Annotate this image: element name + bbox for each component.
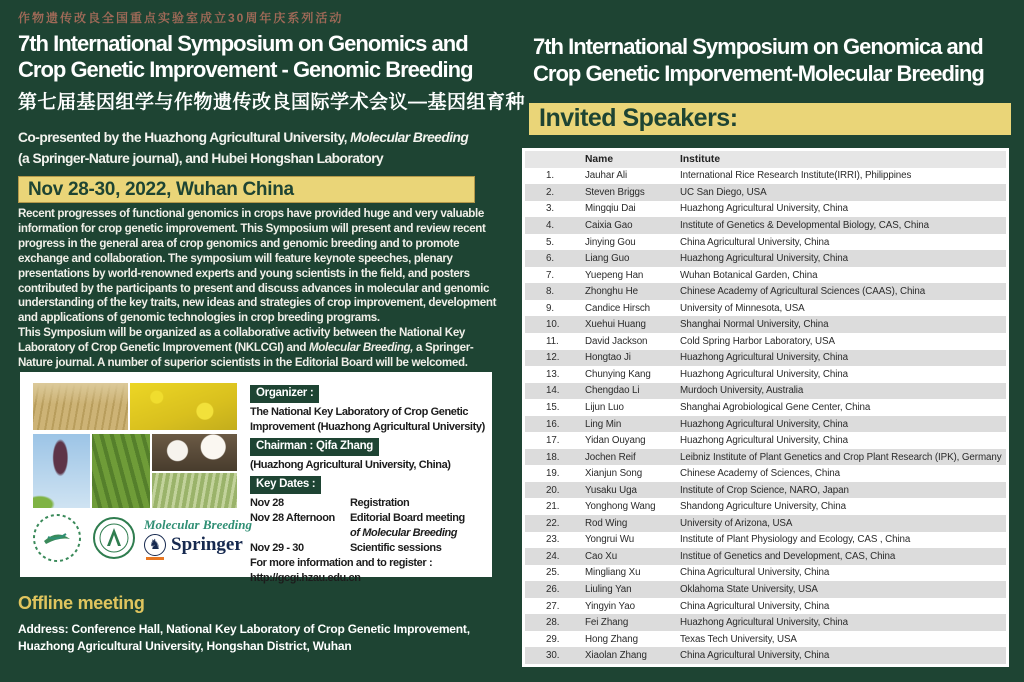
springer-logo <box>144 534 243 556</box>
speaker-name: Caixia Gao <box>585 219 633 231</box>
speaker-row <box>525 333 1006 350</box>
green-crop-photo <box>92 434 150 508</box>
chairman-affiliation: (Huazhong Agricultural University, China) <box>250 459 451 471</box>
key-dates-list <box>250 496 490 556</box>
speaker-number: 23. <box>546 534 560 546</box>
speaker-name: Fei Zhang <box>585 617 629 629</box>
speaker-row <box>525 300 1006 317</box>
speaker-row <box>525 465 1006 482</box>
speaker-row <box>525 532 1006 549</box>
speaker-name: Hong Zhang <box>585 633 638 645</box>
speaker-number: 7. <box>546 269 554 281</box>
meeting-address <box>18 621 470 655</box>
speaker-number: 1. <box>546 170 554 182</box>
speaker-institute: Institue of Genetics and Development, CAS, China <box>680 550 896 562</box>
intro-paragraph-2 <box>18 326 500 371</box>
address-line1: Address: Conference Hall, National Key Laboratory of Crop Genetic Improvement, <box>18 622 470 636</box>
speaker-number: 15. <box>546 401 560 413</box>
speaker-number: 20. <box>546 484 560 496</box>
speaker-row <box>525 383 1006 400</box>
speaker-number: 5. <box>546 236 554 248</box>
speaker-name: Yidan Ouyang <box>585 435 646 447</box>
key-date-event-line1: Scientific sessions <box>350 542 442 554</box>
speaker-number: 4. <box>546 219 554 231</box>
speaker-institute: Chinese Academy of Agricultural Sciences (CAAS), China <box>680 286 926 298</box>
speaker-name: Candice Hirsch <box>585 302 651 314</box>
offline-meeting-heading: Offline meeting <box>18 593 145 613</box>
date-location-banner: Nov 28-30, 2022, Wuhan China <box>18 176 475 203</box>
speaker-row <box>525 449 1006 466</box>
speaker-institute: China Agricultural University, China <box>680 236 830 248</box>
organizer-column <box>250 382 490 586</box>
speaker-row <box>525 581 1006 598</box>
organizer-line2: Improvement (Huazhong Agricultural University) <box>250 421 485 433</box>
key-date: Nov 28 Afternoon <box>250 512 335 524</box>
speaker-row <box>525 548 1006 565</box>
speaker-number: 19. <box>546 468 560 480</box>
right-page-title <box>533 33 984 87</box>
speaker-institute: China Agricultural University, China <box>680 600 830 612</box>
speaker-institute: Huazhong Agricultural University, China <box>680 418 848 430</box>
speaker-row <box>525 399 1006 416</box>
hzau-university-logo-icon <box>92 516 136 560</box>
speaker-row <box>525 631 1006 648</box>
speaker-number: 8. <box>546 286 554 298</box>
speaker-name: Hongtao Ji <box>585 352 631 364</box>
speaker-institute: Huazhong Agricultural University, China <box>680 352 848 364</box>
springer-horse-icon: ♞ <box>144 534 166 556</box>
key-date: Nov 28 <box>250 497 284 509</box>
speaker-institute: Shanghai Agrobiological Gene Center, China <box>680 401 871 413</box>
intro-paragraph-1: Recent progresses of functional genomics in crops have provided huge and very valuable information for crop genetic improvement. This Symposium will present and review recent progress in the general area of crop genomics and genomic breeding and to promote exchange and collaboration. The symposium will feature keynote speeches, plenary presentations by world-renowned experts and young scientists in the field, and posters contributed by the participants to present and discuss advances in molecular and genomic understanding of the key traits, new ideas and strategies of crop improvement, development and applications of genomic technologies in crop breeding programs. <box>18 207 497 325</box>
organizer-label: Organizer : <box>250 385 319 403</box>
right-title-line2: Crop Genetic Imporvement-Molecular Breeding <box>533 61 984 86</box>
speaker-name: Liuling Yan <box>585 583 632 595</box>
speaker-name: Yusaku Uga <box>585 484 637 496</box>
speaker-number: 27. <box>546 600 560 612</box>
speaker-name: Zhonghu He <box>585 286 638 298</box>
anniversary-series-note: 作物遗传改良全国重点实验室成立30周年庆系列活动 <box>18 11 344 25</box>
springer-wordmark: Springer <box>171 534 243 555</box>
speaker-number: 24. <box>546 550 560 562</box>
speaker-institute: International Rice Research Institute(IRRI), Philippines <box>680 170 912 182</box>
speaker-name: Ling Min <box>585 418 622 430</box>
speaker-name: Lijun Luo <box>585 401 624 413</box>
speaker-number: 30. <box>546 650 560 662</box>
speaker-name: Yongrui Wu <box>585 534 635 546</box>
speaker-institute: Institute of Plant Physiology and Ecology, CAS , China <box>680 534 911 546</box>
speaker-number: 26. <box>546 583 560 595</box>
speaker-name: Yonghong Wang <box>585 501 656 513</box>
speaker-name: Rod Wing <box>585 517 628 529</box>
speaker-institute: Institute of Genetics & Developmental Biology, CAS, China <box>680 219 929 231</box>
rapeseed-flowers-photo <box>130 383 237 430</box>
left-title-line1: 7th International Symposium on Genomics and <box>18 31 468 56</box>
speaker-number: 21. <box>546 501 560 513</box>
speaker-number: 13. <box>546 368 560 380</box>
speaker-number: 18. <box>546 451 560 463</box>
speaker-institute: Shandong Agriculture University, China <box>680 501 846 513</box>
anniversary-30th-logo-icon <box>32 513 82 563</box>
speaker-institute: Huazhong Agricultural University, China <box>680 368 848 380</box>
speaker-institute: Oklahoma State University, USA <box>680 583 818 595</box>
speaker-number: 10. <box>546 319 560 331</box>
key-date-row <box>250 496 490 511</box>
speaker-institute: Wuhan Botanical Garden, China <box>680 269 818 281</box>
speaker-name: Mingqiu Dai <box>585 203 636 215</box>
speaker-row <box>525 598 1006 615</box>
speaker-number: 3. <box>546 203 554 215</box>
speaker-name: Xianjun Song <box>585 468 643 480</box>
speaker-number: 14. <box>546 385 560 397</box>
speaker-name: Jochen Reif <box>585 451 636 463</box>
speaker-name: Xuehui Huang <box>585 319 646 331</box>
co-presented-journal: Molecular Breeding <box>350 130 469 145</box>
speaker-name: Yuepeng Han <box>585 269 644 281</box>
key-date-event <box>350 541 490 556</box>
speaker-row <box>525 234 1006 251</box>
speaker-institute: Institute of Crop Science, NARO, Japan <box>680 484 849 496</box>
molecular-breeding-logo: Molecular Breeding <box>144 517 252 532</box>
right-title-line1: 7th International Symposium on Genomica and <box>533 34 983 59</box>
speaker-row <box>525 432 1006 449</box>
speaker-row <box>525 350 1006 367</box>
left-title-line2: Crop Genetic Improvement - Genomic Breeding <box>18 57 473 82</box>
organizer-line1: The National Key Laboratory of Crop Genetic <box>250 406 469 418</box>
speaker-institute: Huazhong Agricultural University, China <box>680 253 848 265</box>
speaker-row <box>525 316 1006 333</box>
key-date-row <box>250 541 490 556</box>
speaker-institute: Leibniz Institute of Plant Genetics and Crop Plant Research (IPK), Germany <box>680 451 1002 463</box>
paragraph2-post: a Springer-Nature journal. A number of superior scientists in the Editorial Board will be welcomed. <box>18 341 474 370</box>
speaker-number: 28. <box>546 617 560 629</box>
speaker-name: David Jackson <box>585 335 648 347</box>
speaker-institute: Huazhong Agricultural University, China <box>680 435 848 447</box>
speaker-name: Jauhar Ali <box>585 170 628 182</box>
speaker-row <box>525 498 1006 515</box>
wheat-ears-photo <box>152 473 237 508</box>
speaker-institute: Chinese Academy of Sciences, China <box>680 468 840 480</box>
speaker-row <box>525 250 1006 267</box>
speaker-row <box>525 217 1006 234</box>
address-line2: Huazhong Agricultural University, Hongshan District, Wuhan <box>18 639 352 653</box>
speaker-number: 17. <box>546 435 560 447</box>
chairman-label: Chairman : Qifa Zhang <box>250 438 379 456</box>
speaker-institute: China Agricultural University, China <box>680 567 830 579</box>
speaker-row <box>525 366 1006 383</box>
paragraph2-pre: This Symposium will be organized as a collaborative activity between the National Key Laboratory of Crop Genetic Improvement (NKLCGI) and <box>18 326 466 355</box>
key-date: Nov 29 - 30 <box>250 542 304 554</box>
key-date-event <box>350 496 490 511</box>
key-date-event <box>350 511 490 541</box>
speaker-number: 12. <box>546 352 560 364</box>
intro-paragraphs <box>18 207 500 371</box>
chinese-title: 第七届基因组学与作物遗传改良国际学术会议—基因组育种 <box>18 92 526 113</box>
speaker-number: 22. <box>546 517 560 529</box>
speaker-number: 2. <box>546 186 554 198</box>
speakers-table-body <box>525 168 1006 664</box>
speaker-row <box>525 482 1006 499</box>
key-date-event-line1: Editorial Board meeting <box>350 512 465 524</box>
left-page-title <box>18 31 473 83</box>
key-date-event-line1: Registration <box>350 497 410 509</box>
speaker-number: 25. <box>546 567 560 579</box>
sorghum-photo <box>33 434 90 508</box>
speakers-table <box>522 148 1009 667</box>
speaker-row <box>525 416 1006 433</box>
speaker-name: Cao Xu <box>585 550 618 562</box>
speaker-institute: Cold Spring Harbor Laboratory, USA <box>680 335 835 347</box>
speaker-row <box>525 515 1006 532</box>
speaker-institute: Texas Tech University, USA <box>680 633 797 645</box>
co-presented-line2: (a Springer-Nature journal), and Hubei Hongshan Laboratory <box>18 151 384 166</box>
speaker-number: 29. <box>546 633 560 645</box>
co-presented-line <box>18 127 468 169</box>
speakers-table-header <box>525 151 1006 168</box>
speaker-institute: Huazhong Agricultural University, China <box>680 203 848 215</box>
speaker-row <box>525 565 1006 582</box>
more-info-text: For more information and to register : <box>250 557 433 569</box>
speaker-row <box>525 647 1006 664</box>
speaker-number: 9. <box>546 302 554 314</box>
speaker-name: Chunying Kang <box>585 368 651 380</box>
speaker-institute: Murdoch University, Australia <box>680 385 804 397</box>
speaker-row <box>525 184 1006 201</box>
speaker-row <box>525 267 1006 284</box>
column-header-name: Name <box>585 153 614 165</box>
speaker-number: 6. <box>546 253 554 265</box>
cotton-photo <box>152 434 237 471</box>
speaker-name: Steven Briggs <box>585 186 645 198</box>
speaker-name: Jinying Gou <box>585 236 636 248</box>
speaker-number: 16. <box>546 418 560 430</box>
wheat-field-photo <box>33 383 128 430</box>
registration-url-link[interactable]: http://gcgi.hzau.edu.cn <box>250 572 361 584</box>
speaker-row <box>525 168 1006 185</box>
speaker-institute: China Agricultural University, China <box>680 650 830 662</box>
speaker-institute: UC San Diego, USA <box>680 186 767 198</box>
speaker-name: Chengdao Li <box>585 385 640 397</box>
speaker-institute: Shanghai Normal University, China <box>680 319 829 331</box>
key-date-event-line2: of Molecular Breeding <box>350 527 458 539</box>
key-date-row <box>250 511 490 541</box>
speaker-row <box>525 201 1006 218</box>
organizer-info-box <box>20 372 492 584</box>
speaker-institute: University of Minnesota, USA <box>680 302 805 314</box>
invited-speakers-banner: Invited Speakers: <box>529 103 1011 135</box>
speaker-name: Xiaolan Zhang <box>585 650 647 662</box>
speaker-row <box>525 614 1006 631</box>
speaker-number: 11. <box>546 335 559 347</box>
speaker-institute: University of Arizona, USA <box>680 517 793 529</box>
speaker-row <box>525 283 1006 300</box>
column-header-institute: Institute <box>680 153 721 165</box>
speaker-name: Mingliang Xu <box>585 567 641 579</box>
speaker-name: Yingyin Yao <box>585 600 635 612</box>
key-dates-label: Key Dates : <box>250 476 321 494</box>
co-presented-prefix: Co-presented by the Huazhong Agricultural University, <box>18 130 351 145</box>
paragraph2-journal: Molecular Breeding, <box>309 341 414 355</box>
speaker-name: Liang Guo <box>585 253 630 265</box>
speaker-institute: Huazhong Agricultural University, China <box>680 617 848 629</box>
